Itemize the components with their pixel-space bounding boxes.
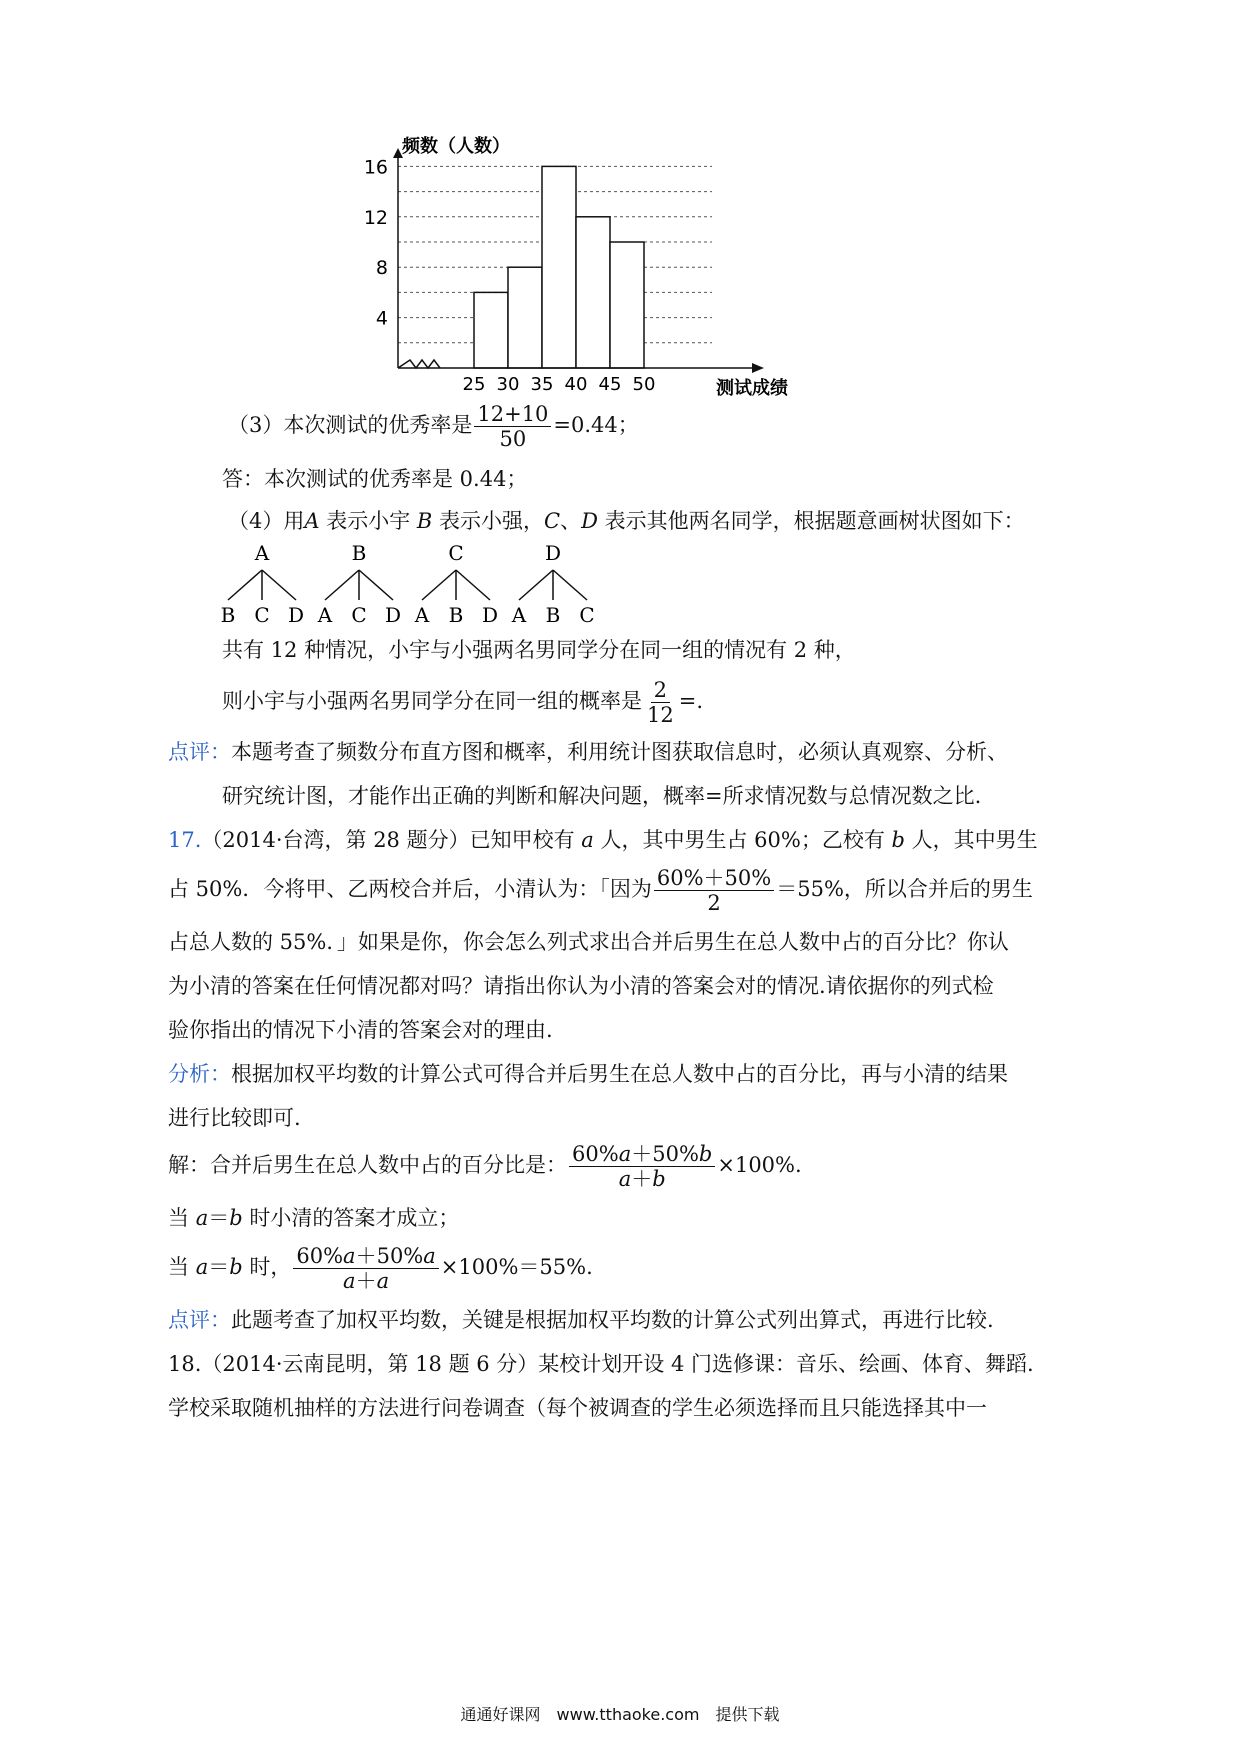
histogram-chart	[363, 136, 810, 400]
q17-line1	[168, 828, 1038, 853]
x-tick-label: 50	[632, 374, 656, 395]
x-tick-label: 45	[598, 374, 622, 395]
chart-y-ticks	[364, 156, 388, 329]
tree-leaf-A: A	[317, 603, 333, 627]
q4-var-b: B	[416, 509, 433, 533]
solution17-line1	[168, 1142, 802, 1191]
tree-leaf-D: D	[384, 603, 402, 627]
y-tick-label: 12	[363, 206, 388, 229]
tree-root-A: A	[254, 541, 270, 565]
q4-prob-fraction	[644, 678, 677, 727]
tree-leaf-B: B	[545, 603, 561, 627]
q4-var-c: C	[544, 509, 561, 533]
tree-branch	[456, 570, 490, 600]
q18-line1: 18.（2014·云南昆明，第 18 题 6 分）某校计划开设 4 门选修课：音乐、绘画、体育、舞蹈.	[168, 1352, 1034, 1376]
analysis17-line1	[168, 1062, 1008, 1087]
sol3-num-b: a	[343, 1244, 356, 1268]
tree-root-D: D	[544, 541, 562, 565]
q3-prefix: （3）本次测试的优秀率是	[228, 413, 473, 438]
comment16-line2: 研究统计图，才能作出正确的判断和解决问题，概率=所求情况数与总情况数之比.	[222, 784, 982, 808]
comment17-line	[168, 1308, 994, 1333]
q3-suffix: =0.44；	[553, 413, 639, 438]
q3-answer: 答：本次测试的优秀率是 0.44；	[222, 467, 528, 491]
axis-break	[398, 360, 440, 368]
q4-prob-num: 2	[651, 678, 670, 703]
analysis17-line2: 进行比较即可.	[168, 1106, 301, 1130]
sol1-den-b: ＋	[631, 1167, 653, 1192]
tree-branch	[519, 570, 553, 600]
sol3-num-d: a	[423, 1244, 436, 1268]
sol2-d: b	[229, 1206, 243, 1230]
q4-count-line: 共有 12 种情况，小宇与小强两名男同学分在同一组的情况有 2 种，	[222, 638, 856, 662]
tree-leaf-C: C	[579, 603, 595, 627]
tree-root-B: B	[351, 541, 367, 565]
q4-prob-den: 12	[647, 703, 674, 728]
solution17-fraction2-den	[340, 1269, 392, 1293]
sol2-c: ＝	[208, 1206, 230, 1230]
comment16-label: 点评：	[168, 740, 231, 764]
q17-var-b: b	[891, 828, 905, 852]
sol3-den-a: a	[343, 1269, 356, 1294]
sol3-den-c: a	[376, 1269, 390, 1294]
x-tick-label: 30	[496, 374, 520, 395]
q4-intro-text-5: 表示其他两名同学，根据题意画树状图如下：	[597, 509, 1025, 533]
sol3-a: 当	[168, 1255, 196, 1280]
sol3-num-a: 60%	[296, 1244, 344, 1268]
q17-text-2: 人，其中男生占 60%；乙校有	[593, 828, 892, 852]
q3-fraction-den: 50	[499, 427, 527, 452]
q17-text-3: 人，其中男生	[904, 828, 1038, 852]
histogram-bar-45-50	[610, 242, 644, 368]
tree-diagrams	[210, 538, 630, 628]
sol2-e: 时小清的答案才成立；	[242, 1206, 460, 1230]
solution17-fraction1	[569, 1142, 715, 1191]
sol1-den-c: b	[652, 1167, 666, 1192]
sol1-den-a: a	[618, 1167, 632, 1192]
q17-line5: 验你指出的情况下小清的答案会对的理由.	[168, 1018, 553, 1042]
tree-branch	[228, 570, 262, 600]
sol1-num-a: 60%	[572, 1142, 619, 1166]
sol3-c: ＝	[208, 1255, 230, 1280]
tree-leaf-B: B	[448, 603, 464, 627]
q3-fraction	[474, 402, 551, 451]
q17-line2	[168, 866, 1033, 915]
sol3-d: b	[229, 1255, 243, 1280]
sol1-num-c: ＋50%	[631, 1142, 699, 1166]
solution17-suffix1: ×100%.	[717, 1153, 802, 1178]
q4-intro-text-2: 表示小宇	[319, 509, 417, 533]
q18-line2: 学校采取随机抽样的方法进行问卷调查（每个被调查的学生必须选择而且只能选择其中一	[168, 1396, 987, 1420]
sol2-b: a	[195, 1206, 209, 1230]
q17-line3: 占总人数的 55%．」如果是你，你会怎么列式求出合并后男生在总人数中占的百分比？你认	[168, 930, 1009, 954]
histogram-bar-30-35	[508, 267, 542, 368]
solution17-line3	[168, 1244, 593, 1293]
q4-prob-prefix: 则小宇与小强两名男同学分在同一组的概率是	[222, 689, 642, 714]
q4-intro-text-3: 表示小强，	[432, 509, 545, 533]
q17-line2-b: ＝55%，所以合并后的男生	[776, 877, 1033, 902]
solution17-fraction1-num	[569, 1142, 715, 1167]
solution17-line2	[168, 1206, 459, 1231]
sol3-b: a	[195, 1255, 209, 1280]
x-tick-label: 40	[564, 374, 588, 395]
q4-prob-suffix: =.	[678, 689, 704, 714]
y-tick-label: 16	[363, 156, 388, 179]
sol2-a: 当	[168, 1206, 196, 1230]
tree-leaf-C: C	[351, 603, 367, 627]
x-tick-label: 25	[462, 374, 486, 395]
tree-branch	[553, 570, 587, 600]
tree-leaf-B: B	[220, 603, 236, 627]
solution17-suffix3: ×100%＝55%.	[440, 1255, 593, 1280]
tree-root-C: C	[448, 541, 464, 565]
tree-branch	[422, 570, 456, 600]
analysis17-text1: 根据加权平均数的计算公式可得合并后男生在总人数中占的百分比，再与小清的结果	[231, 1062, 1008, 1086]
x-axis-arrow	[752, 363, 764, 373]
x-tick-label: 35	[530, 374, 554, 395]
solution17-fraction1-den	[616, 1167, 669, 1191]
solution17-prefix: 解：合并后男生在总人数中占的百分比是：	[168, 1153, 567, 1178]
tree-branch	[325, 570, 359, 600]
sol3-num-c: ＋50%	[355, 1244, 424, 1268]
y-tick-label: 8	[375, 257, 388, 280]
sol1-num-b: a	[618, 1142, 632, 1166]
page-footer: 通通好课网 www.tthaoke.com 提供下载	[460, 1705, 780, 1724]
solution17-fraction2-num	[293, 1244, 438, 1269]
sol3-den-b: ＋	[355, 1269, 377, 1294]
q17-line4: 为小清的答案在任何情况都对吗？请指出你认为小清的答案会对的情况.请依据你的列式检	[168, 974, 994, 998]
q17-fraction-den: 2	[707, 891, 721, 916]
q3-line	[228, 402, 639, 451]
q17-fraction	[654, 866, 774, 915]
tree-leaf-C: C	[254, 603, 270, 627]
chart-bars	[474, 166, 644, 368]
q4-intro-text-1: （4）用	[228, 509, 305, 533]
comment17-text: 此题考查了加权平均数，关键是根据加权平均数的计算公式列出算式，再进行比较.	[231, 1308, 994, 1332]
histogram-bar-25-30	[474, 292, 508, 368]
histogram-bar-40-45	[576, 217, 610, 368]
chart-x-ticks	[463, 374, 656, 395]
tree-leaf-D: D	[287, 603, 305, 627]
q17-number: 17.	[168, 828, 202, 852]
chart-y-label: 频数（人数）	[402, 136, 510, 157]
q4-prob-line	[222, 678, 703, 727]
tree-leaf-A: A	[414, 603, 430, 627]
y-tick-label: 4	[375, 307, 388, 330]
chart-x-label: 测试成绩	[716, 378, 788, 399]
tree-leaf-D: D	[481, 603, 499, 627]
sol1-num-d: b	[698, 1142, 713, 1166]
q17-var-a: a	[581, 828, 594, 852]
comment17-label: 点评：	[168, 1308, 231, 1332]
q17-fraction-num: 60%＋50%	[654, 866, 774, 891]
solution17-fraction2	[293, 1244, 438, 1293]
tree-leaf-A: A	[511, 603, 527, 627]
q17-line2-a: 占 50%．今将甲、乙两校合并后，小清认为：「因为	[168, 877, 652, 902]
comment16-text1: 本题考查了频数分布直方图和概率，利用统计图获取信息时，必须认真观察、分析、	[231, 740, 1008, 764]
histogram-bar-35-40	[542, 166, 576, 368]
tree-branch	[359, 570, 393, 600]
q4-var-a: A	[304, 509, 320, 533]
q4-intro	[228, 509, 1025, 534]
q17-text-1: （2014·台湾，第 28 题分）已知甲校有	[201, 828, 582, 852]
analysis17-label: 分析：	[168, 1062, 231, 1086]
q4-intro-text-4: 、	[560, 509, 582, 533]
comment16-line1	[168, 740, 1008, 765]
tree-branch	[262, 570, 296, 600]
sol3-e: 时，	[242, 1255, 292, 1280]
q3-fraction-num: 12+10	[474, 402, 551, 427]
q4-var-d: D	[581, 509, 598, 533]
